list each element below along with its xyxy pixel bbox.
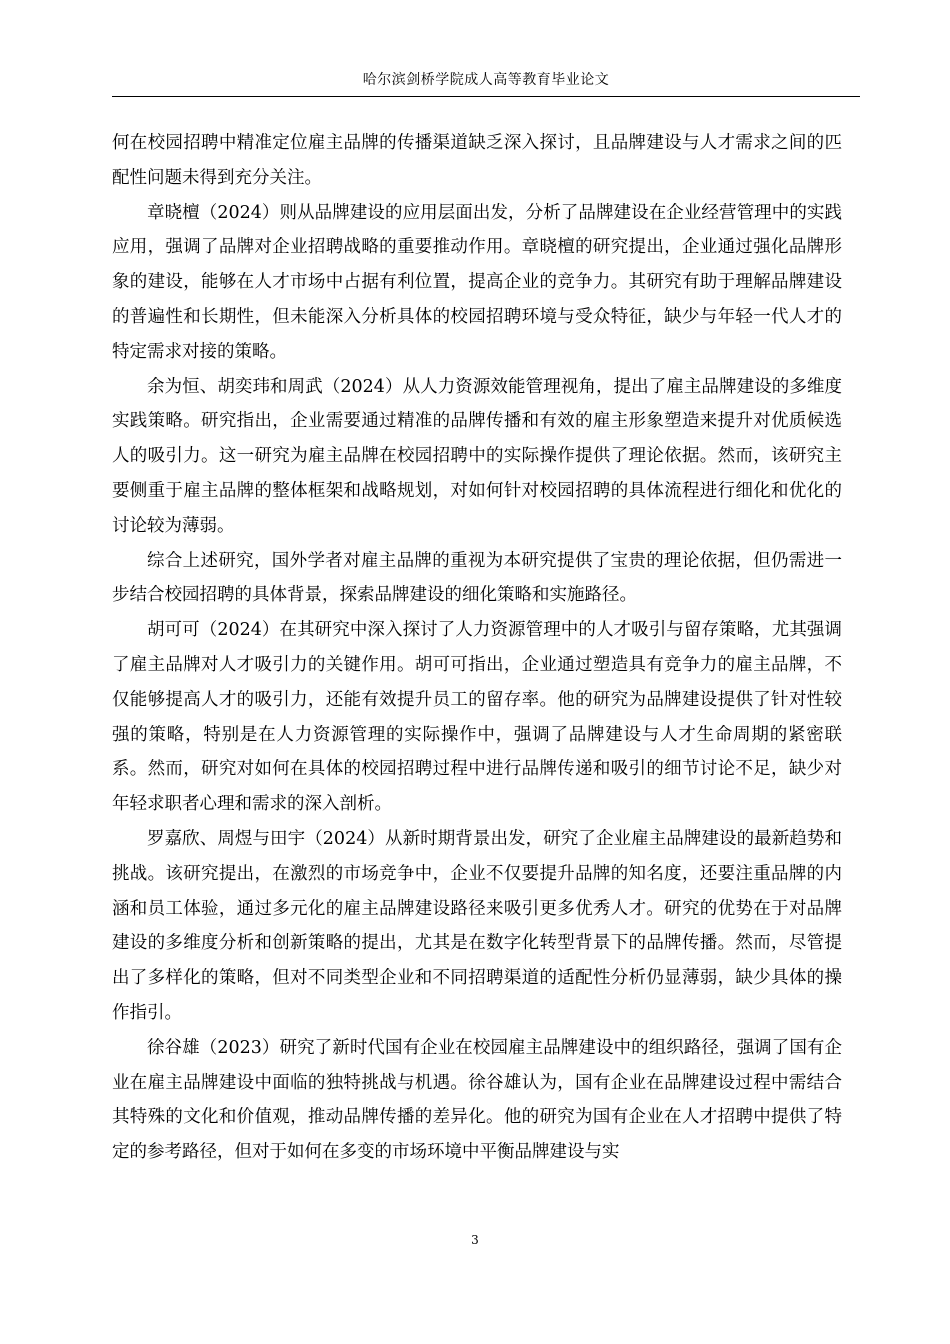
page-number: 3 <box>471 1233 479 1247</box>
paragraph-summary: 综合上述研究，国外学者对雇主品牌的重视为本研究提供了宝贵的理论依据，但仍需进一步结合校园招聘的具体背景，探索品牌建设的细化策略和实施路径。 <box>112 550 842 606</box>
body-text <box>112 126 842 1170</box>
paragraph-continuation: 何在校园招聘中精准定位雇主品牌的传播渠道缺乏深入探讨，且品牌建设与人才需求之间的匹配性问题未得到充分关注。 <box>112 133 842 188</box>
paragraph-yu-weiheng: 余为恒、胡奕玮和周武（2024）从人力资源效能管理视角，提出了雇主品牌建设的多维度实践策略。研究指出，企业需要通过精准的品牌传播和有效的雇主形象塑造来提升对优质候选人的吸引力。这一研究为雇主品牌在校园招聘中的实际操作提供了理论依据。然而，该研究主要侧重于雇主品牌的整体框架和战略规划，对如何针对校园招聘的具体流程进行细化和优化的讨论较为薄弱。 <box>112 376 842 536</box>
header-divider <box>112 96 860 97</box>
paragraph-hu-keke: 胡可可（2024）在其研究中深入探讨了人力资源管理中的人才吸引与留存策略，尤其强调了雇主品牌对人才吸引力的关键作用。胡可可指出，企业通过塑造具有竞争力的雇主品牌，不仅能够提高人才的吸引力，还能有效提升员工的留存率。他的研究为品牌建设提供了针对性较强的策略，特别是在人力资源管理的实际操作中，强调了品牌建设与人才生命周期的紧密联系。然而，研究对如何在具体的校园招聘过程中进行品牌传递和吸引的细节讨论不足，缺少对年轻求职者心理和需求的深入剖析。 <box>112 620 842 815</box>
paragraph-xu-guxiong: 徐谷雄（2023）研究了新时代国有企业在校园雇主品牌建设中的组织路径，强调了国有企业在雇主品牌建设中面临的独特挑战与机遇。徐谷雄认为，国有企业在品牌建设过程中需结合其特殊的文化和价值观，推动品牌传播的差异化。他的研究为国有企业在人才招聘中提供了特定的参考路径，但对于如何在多变的市场环境中平衡品牌建设与实 <box>112 1037 842 1163</box>
paragraph-zhang-xiaotan: 章晓檀（2024）则从品牌建设的应用层面出发，分析了品牌建设在企业经营管理中的实践应用，强调了品牌对企业招聘战略的重要推动作用。章晓檀的研究提出，企业通过强化品牌形象的建设，能够在人才市场中占据有利位置，提高企业的竞争力。其研究有助于理解品牌建设的普遍性和长期性，但未能深入分析具体的校园招聘环境与受众特征，缺少与年轻一代人才的特定需求对接的策略。 <box>112 202 842 362</box>
paragraph-luo-jiaxin: 罗嘉欣、周煜与田宇（2024）从新时期背景出发，研究了企业雇主品牌建设的最新趋势和挑战。该研究提出，在激烈的市场竞争中，企业不仅要提升品牌的知名度，还要注重品牌的内涵和员工体验，通过多元化的雇主品牌建设路径来吸引更多优秀人才。研究的优势在于对品牌建设的多维度分析和创新策略的提出，尤其是在数字化转型背景下的品牌传播。然而，尽管提出了多样化的策略，但对不同类型企业和不同招聘渠道的适配性分析仍显薄弱，缺少具体的操作指引。 <box>112 828 842 1023</box>
running-header: 哈尔滨剑桥学院成人高等教育毕业论文 <box>362 72 610 88</box>
